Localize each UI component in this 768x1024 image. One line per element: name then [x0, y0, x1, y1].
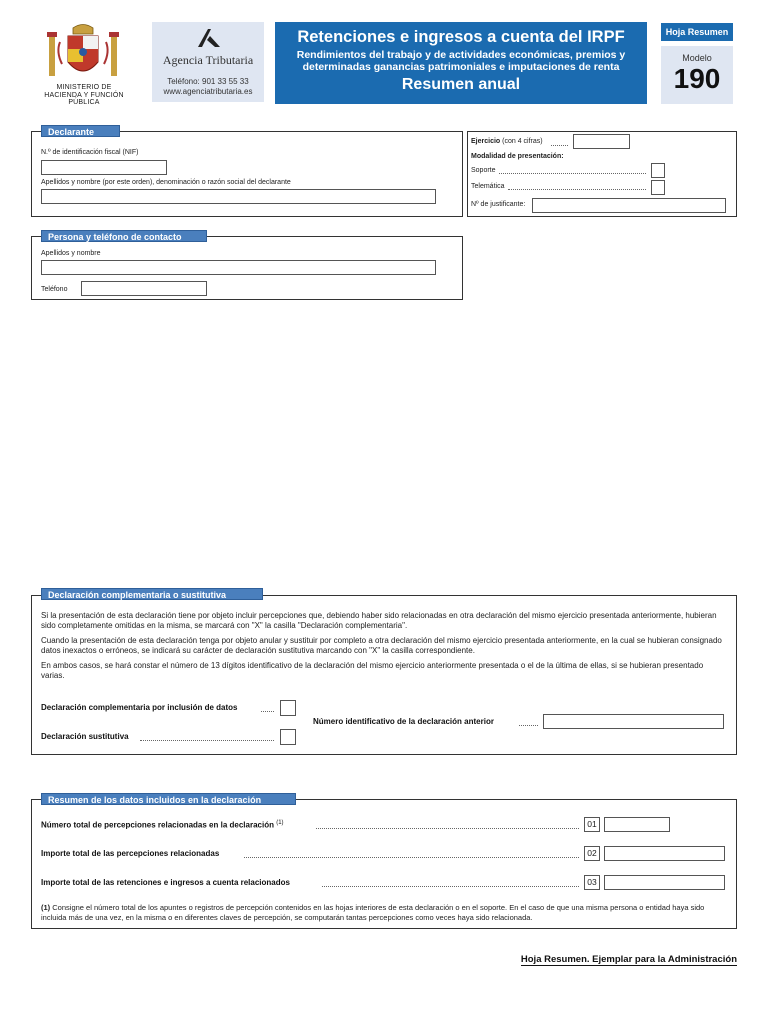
modelo-label: Modelo	[682, 53, 712, 63]
resumen-row-input[interactable]	[604, 875, 725, 890]
resumen-row-code: 03	[584, 875, 600, 890]
complementaria-inclusion-label: Declaración complementaria por inclusión de datos	[41, 703, 238, 712]
summary-title: Resumen anual	[401, 76, 521, 93]
complementaria-paragraph-1: Si la presentación de esta declaración tiene por objeto incluir percepciones que, debiendo haber sido relacionadas en otra declaración del mismo ejercicio presentada anteriormente, hubieran sido completamente omitidas en la misma, se marcará con "X" la casilla "Declaración complementaria".	[41, 611, 717, 630]
soporte-dots	[499, 173, 646, 174]
form-subtitle-line2: determinadas ganancias patrimoniales e imputaciones de renta	[302, 60, 620, 73]
resumen-row-label	[41, 820, 284, 830]
footnote-text: Consigne el número total de los apuntes o registros de percepción contenidos en las hojas interiores de esta declaración o en el soporte. En el caso de que una misma persona o entidad haya sido incluida más de una vez, en la misma o en diferentes claves de percepción, se computarán tantas percepciones como veces haya sido relacionada.	[41, 903, 705, 922]
title-banner	[275, 22, 647, 104]
resumen-row-dots	[244, 857, 579, 858]
form-subtitle-line1: Rendimientos del trabajo y de actividades económicas, premios y	[296, 49, 626, 61]
ejercicio-dots	[551, 145, 568, 146]
resumen-row-code: 02	[584, 846, 600, 861]
soporte-label: Soporte	[471, 167, 496, 174]
resumen-footnote	[41, 903, 727, 922]
hoja-resumen-badge: Hoja Resumen	[661, 23, 733, 41]
telematica-label: Telemática	[471, 183, 505, 190]
ejercicio-hint: (con 4 cifras)	[502, 138, 543, 145]
contacto-phone-input[interactable]	[81, 281, 207, 296]
resumen-row-input[interactable]	[604, 846, 725, 861]
resumen-row-text: Número total de percepciones relacionadas en la declaración	[41, 820, 274, 830]
agency-website: www.agenciatributaria.es	[163, 87, 253, 96]
declarante-tab: Declarante	[41, 125, 120, 137]
sustitutiva-checkbox[interactable]	[280, 729, 296, 745]
agency-name: Agencia Tributaria	[162, 53, 254, 67]
resumen-row-dots	[322, 886, 579, 887]
resumen-tab: Resumen de los datos incluidos en la declaración	[41, 793, 296, 805]
ministry-name	[34, 84, 134, 107]
agency-logo-icon	[196, 28, 222, 48]
page-footer: Hoja Resumen. Ejemplar para la Administración	[520, 954, 737, 965]
justificante-label: Nº de justificante:	[471, 201, 526, 208]
ministry-line: MINISTERIO DE	[56, 84, 112, 91]
contacto-tab: Persona y teléfono de contacto	[41, 230, 207, 242]
form-title: Retenciones e ingresos a cuenta del IRPF	[297, 28, 625, 46]
modelo-panel	[661, 46, 733, 104]
nif-label: N.º de identificación fiscal (NIF)	[41, 149, 139, 156]
footnote-ref: (1)	[276, 820, 284, 826]
agency-panel	[152, 22, 264, 102]
ministry-line: PÚBLICA	[68, 99, 100, 106]
contacto-name-label: Apellidos y nombre	[41, 250, 101, 257]
sustitutiva-label: Declaración sustitutiva	[41, 732, 129, 741]
contacto-phone-label: Teléfono	[41, 286, 68, 293]
complementaria-inclusion-checkbox[interactable]	[280, 700, 296, 716]
ministry-line: HACIENDA Y FUNCIÓN	[44, 91, 124, 99]
declarante-name-input[interactable]	[41, 189, 436, 204]
resumen-row-dots	[316, 828, 579, 829]
soporte-checkbox[interactable]	[651, 163, 665, 178]
resumen-row-label: Importe total de las percepciones relacionadas	[41, 849, 220, 858]
ejercicio-label-row	[471, 138, 543, 145]
coat-of-arms-logo	[46, 22, 120, 84]
footnote-ref: (1)	[41, 903, 51, 912]
resumen-row-label: Importe total de las retenciones e ingresos a cuenta relacionados	[41, 878, 290, 887]
agency-phone: Teléfono: 901 33 55 33	[167, 77, 249, 86]
complementaria-inclusion-dots	[261, 711, 274, 712]
telematica-dots	[508, 189, 646, 190]
nif-input[interactable]	[41, 160, 167, 175]
complementaria-paragraph-2: Cuando la presentación de esta declaración tenga por objeto anular y sustituir por completo a otra declaración del mismo ejercicio presentada anteriormente, en la cual se hubieran consignado datos inexactos o erróneos, se indicará su carácter de declaración sustitutiva marcando con "X" la casilla correspondiente.	[41, 636, 722, 655]
numero-anterior-input[interactable]	[543, 714, 724, 729]
ejercicio-label: Ejercicio	[471, 138, 501, 145]
complementaria-tab: Declaración complementaria o sustitutiva	[41, 588, 263, 600]
complementaria-paragraph-3: En ambos casos, se hará constar el número de 13 dígitos identificativo de la declaración del mismo ejercicio anteriormente presentada o el de la última de ellas, si se hubieran presentado varias.	[41, 661, 704, 680]
telematica-checkbox[interactable]	[651, 180, 665, 195]
numero-anterior-dots	[519, 725, 538, 726]
resumen-row-code: 01	[584, 817, 600, 832]
resumen-row-input[interactable]	[604, 817, 670, 832]
ejercicio-input[interactable]	[573, 134, 630, 149]
declarante-name-label: Apellidos y nombre (por este orden), denominación o razón social del declarante	[41, 179, 291, 186]
sustitutiva-dots	[140, 740, 274, 741]
contacto-name-input[interactable]	[41, 260, 436, 275]
modelo-number: 190	[673, 63, 721, 94]
modalidad-label: Modalidad de presentación:	[471, 153, 564, 160]
justificante-input[interactable]	[532, 198, 726, 213]
numero-anterior-label: Número identificativo de la declaración anterior	[313, 717, 494, 726]
